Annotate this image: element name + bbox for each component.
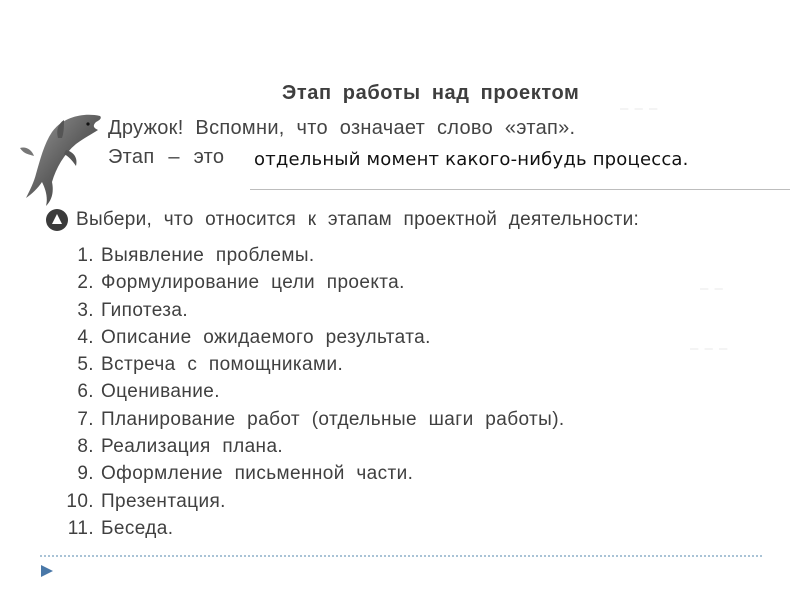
definition-answer: отдельный момент какого-нибудь процесса. — [250, 147, 695, 177]
list-item-text: Беседа. — [101, 517, 174, 539]
list-item-text: Планирование работ (отдельные шаги работы). — [101, 408, 565, 430]
list-item — [50, 460, 565, 487]
list-item-number: 4. — [77, 326, 94, 348]
list-item-number: 2. — [77, 272, 94, 294]
intro-line: Дружок! Вспомни, что означает слово «этап». — [108, 117, 576, 139]
list-item — [50, 433, 565, 460]
bleed-through-mark: – – – — [690, 340, 729, 357]
list-item-text: Гипотеза. — [101, 299, 189, 321]
list-item-number: 10. — [66, 490, 94, 512]
answer-underline — [250, 189, 790, 190]
list-item-text: Оформление письменной части. — [101, 463, 414, 485]
stage-list — [50, 242, 565, 542]
bleed-through-mark: – – — [700, 280, 724, 297]
list-item-text: Презентация. — [101, 490, 226, 512]
list-item-number: 3. — [77, 299, 94, 321]
list-item-text: Встреча с помощниками. — [101, 354, 344, 376]
list-item-text: Формулирование цели проекта. — [101, 272, 405, 294]
list-item — [50, 515, 565, 542]
number-badge-icon — [46, 209, 68, 231]
list-item-number: 6. — [77, 381, 94, 403]
list-item — [50, 324, 565, 351]
list-item — [50, 406, 565, 433]
list-item — [50, 242, 565, 269]
list-item-text: Описание ожидаемого результата. — [101, 326, 431, 348]
bleed-through-mark: – – – — [620, 100, 659, 117]
list-item-number: 8. — [77, 436, 94, 458]
page-title: Этап работы над проектом — [282, 82, 580, 104]
list-item-text: Выявление проблемы. — [101, 245, 315, 266]
list-item-number: 1. — [77, 245, 94, 266]
list-item-text: Оценивание. — [101, 381, 220, 403]
list-item — [50, 297, 565, 324]
task-text: Выбери, что относится к этапам проектной деятельности: — [76, 209, 640, 230]
list-item-number: 7. — [77, 408, 94, 430]
list-item-number: 11. — [67, 517, 94, 539]
list-item — [50, 269, 565, 296]
dolphin-icon — [12, 108, 107, 208]
task-prompt — [46, 209, 639, 231]
slide-divider — [40, 555, 762, 557]
definition-prompt: Этап – это — [108, 146, 225, 168]
triangle-next-icon[interactable] — [40, 564, 54, 578]
list-item-text: Реализация плана. — [101, 436, 284, 458]
list-item — [50, 378, 565, 405]
list-item — [50, 488, 565, 515]
list-item-number: 9. — [77, 463, 94, 485]
list-item-number: 5. — [77, 354, 94, 376]
list-item — [50, 351, 565, 378]
